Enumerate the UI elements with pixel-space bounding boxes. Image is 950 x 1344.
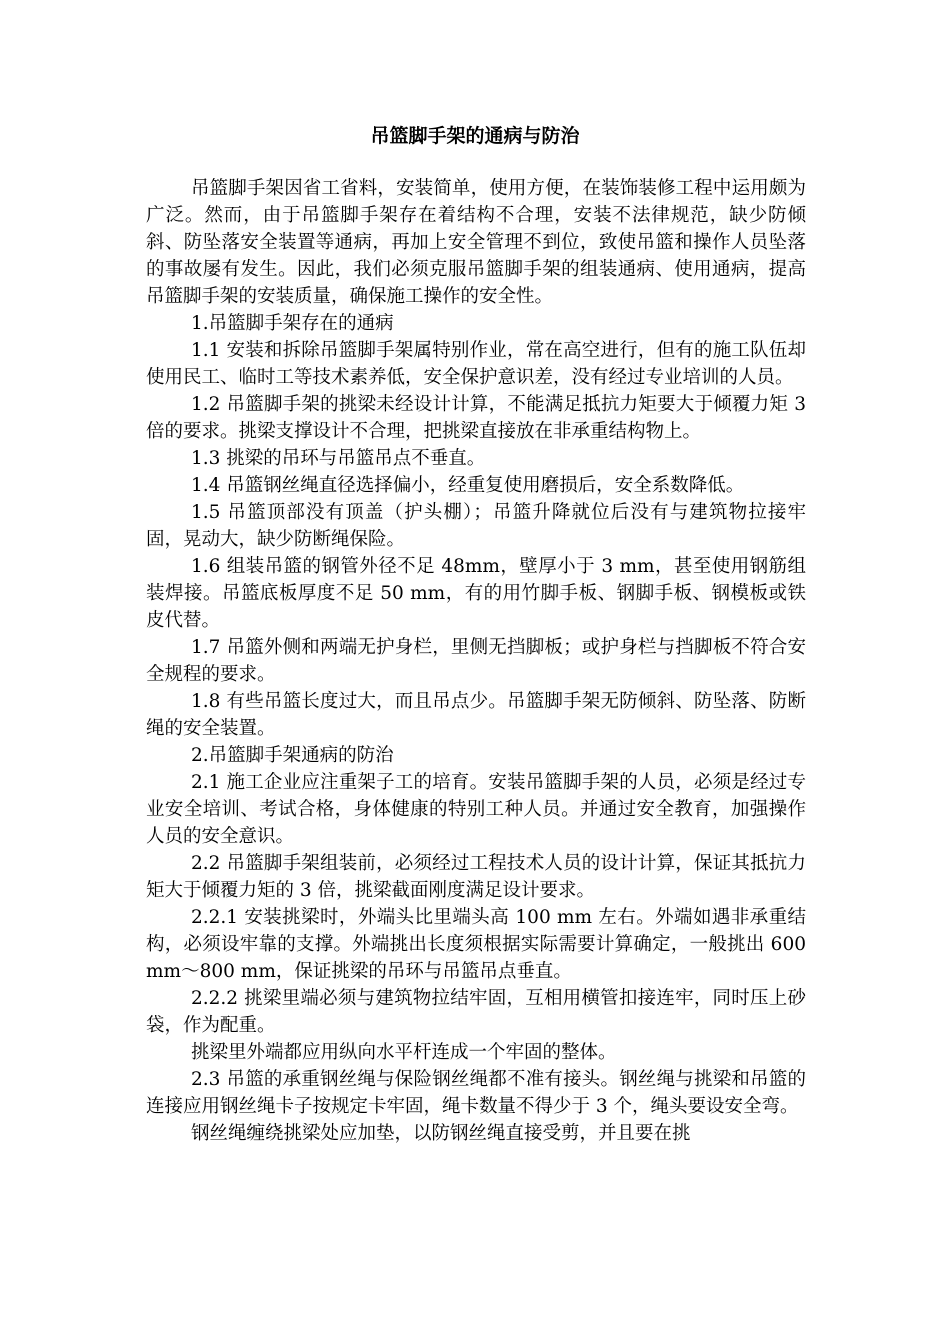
paragraph-2-2-note: 挑梁里外端都应用纵向水平杆连成一个牢固的整体。 bbox=[191, 1042, 617, 1063]
paragraph-intro: 吊篮脚手架因省工省料，安装简单，使用方便，在装饰装修工程中运用颇为广泛。然而，由于吊篮脚手架存在着结构不合理，安装不法律规范，缺少防倾斜、防坠落安全装置等通病，再加上安全管理不到位，致使吊篮和操作人员坠落的事故屡有发生。因此，我们必须克服吊篮脚手架的组装通病、使用通病，提高吊篮脚手架的安装质量，确保施工操作的安全性。 bbox=[146, 178, 806, 307]
document-title: 吊篮脚手架的通病与防治 bbox=[370, 125, 580, 147]
paragraph-1-1: 1.1 安装和拆除吊篮脚手架属特别作业，常在高空进行，但有的施工队伍却使用民工、临时工等技术素养低，安全保护意识差，没有经过专业培训的人员。 bbox=[146, 340, 806, 388]
paragraph-1-7: 1.7 吊篮外侧和两端无护身栏，里侧无挡脚板；或护身栏与挡脚板不符合安全规程的要求。 bbox=[146, 637, 806, 685]
paragraph-1-4: 1.4 吊篮钢丝绳直径选择偏小，经重复使用磨损后，安全系数降低。 bbox=[191, 475, 745, 496]
paragraph-2-2-1: 2.2.1 安装挑梁时，外端头比里端头高 100 mm 左右。外端如遇非承重结构，必须设牢靠的支撑。外端挑出长度须根据实际需要计算确定，一般挑出 600 mm～800 mm，保证挑梁的吊环与吊篮吊点垂直。 bbox=[146, 907, 806, 982]
paragraph-2-1: 2.1 施工企业应注重架子工的培育。安装吊篮脚手架的人员，必须是经过专业安全培训、考试合格，身体健康的特别工种人员。并通过安全教育，加强操作人员的安全意识。 bbox=[146, 772, 806, 847]
paragraph-2-3-note: 钢丝绳缠绕挑梁处应加垫，以防钢丝绳直接受剪，并且要在挑 bbox=[191, 1123, 691, 1144]
section-heading-2: 2.吊篮脚手架通病的防治 bbox=[191, 745, 394, 766]
paragraph-1-3: 1.3 挑梁的吊环与吊篮吊点不垂直。 bbox=[191, 448, 486, 469]
paragraph-1-6: 1.6 组装吊篮的钢管外径不足 48mm，壁厚小于 3 mm，甚至使用钢筋组装焊接。吊篮底板厚度不足 50 mm，有的用竹脚手板、钢脚手板、钢模板或铁皮代替。 bbox=[146, 556, 806, 631]
document-body bbox=[146, 175, 806, 1147]
paragraph-2-2: 2.2 吊篮脚手架组装前，必须经过工程技术人员的设计计算，保证其抵抗力矩大于倾覆力矩的 3 倍，挑梁截面刚度满足设计要求。 bbox=[146, 853, 806, 901]
paragraph-1-8: 1.8 有些吊篮长度过大，而且吊点少。吊篮脚手架无防倾斜、防坠落、防断绳的安全装置。 bbox=[146, 691, 806, 739]
paragraph-1-2: 1.2 吊篮脚手架的挑梁未经设计计算，不能满足抵抗力矩要大于倾覆力矩 3 倍的要求。挑梁支撑设计不合理，把挑梁直接放在非承重结构物上。 bbox=[146, 394, 806, 442]
section-heading-1: 1.吊篮脚手架存在的通病 bbox=[191, 313, 394, 334]
paragraph-2-2-2: 2.2.2 挑梁里端必须与建筑物拉结牢固，互相用横管扣接连牢，同时压上砂袋，作为配重。 bbox=[146, 988, 806, 1036]
paragraph-1-5: 1.5 吊篮顶部没有顶盖（护头棚）；吊篮升降就位后没有与建筑物拉接牢固，晃动大，缺少防断绳保险。 bbox=[146, 502, 806, 550]
paragraph-2-3: 2.3 吊篮的承重钢丝绳与保险钢丝绳都不准有接头。钢丝绳与挑梁和吊篮的连接应用钢丝绳卡子按规定卡牢固，绳卡数量不得少于 3 个，绳头要设安全弯。 bbox=[146, 1069, 806, 1117]
